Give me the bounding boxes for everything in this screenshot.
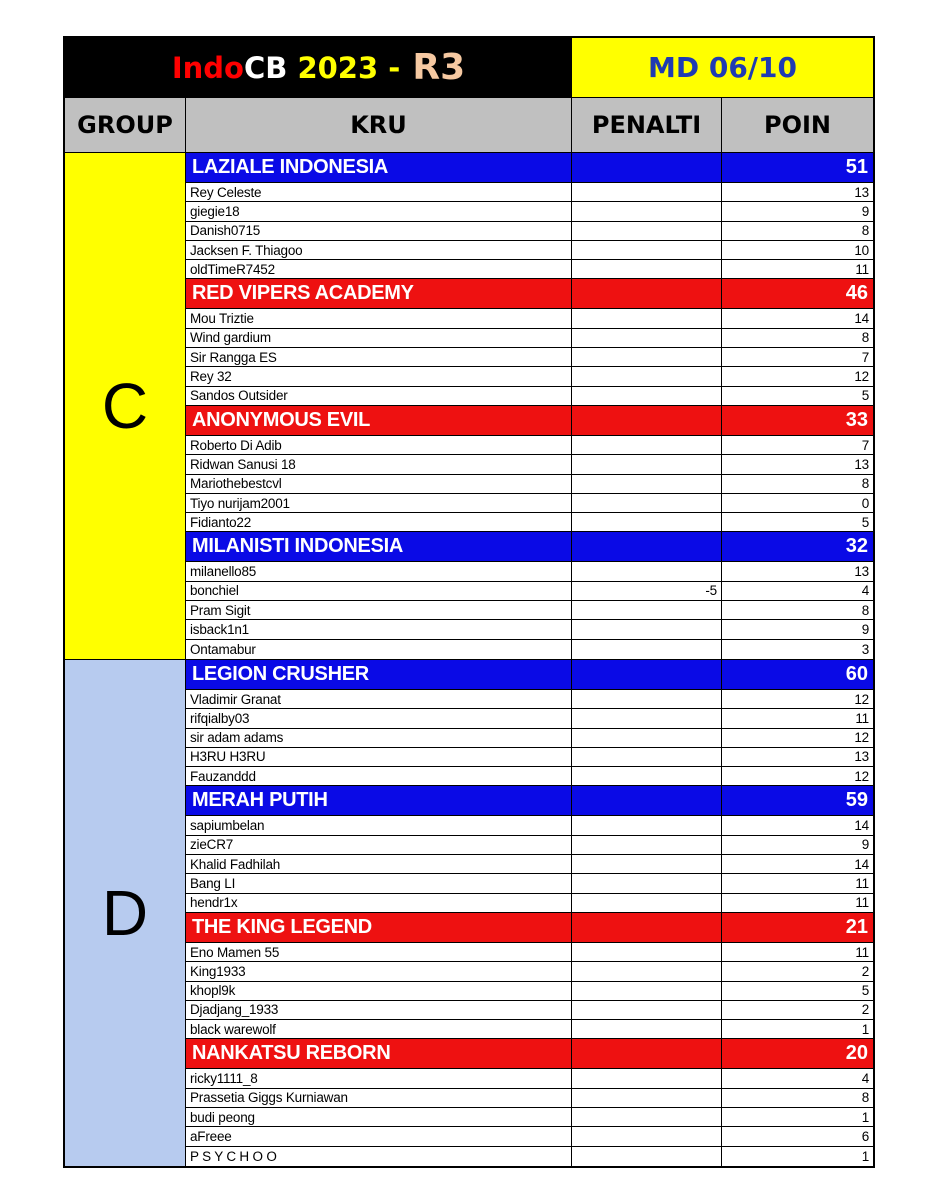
- team-penalti: [572, 153, 722, 182]
- player-row: [186, 1147, 873, 1166]
- player-row: [186, 836, 873, 855]
- player-name: Khalid Fadhilah: [186, 855, 572, 873]
- player-row: [186, 513, 873, 532]
- group-content: [186, 660, 873, 1166]
- player-poin: 2: [861, 1002, 869, 1018]
- player-poin: 3: [861, 641, 869, 657]
- team-header-row: [186, 660, 873, 690]
- player-row: [186, 943, 873, 962]
- player-poin: 6: [861, 1128, 869, 1144]
- player-name: Bang LI: [186, 874, 572, 892]
- player-name: zieCR7: [186, 836, 572, 854]
- player-row: [186, 475, 873, 494]
- player-poin: 13: [854, 456, 869, 472]
- player-poin: 5: [861, 983, 869, 999]
- player-name: Sir Rangga ES: [186, 348, 572, 366]
- player-poin: 11: [855, 895, 869, 911]
- team-penalti: [572, 913, 722, 942]
- title-part-cb: CB: [243, 50, 288, 85]
- team-header-row: [186, 532, 873, 562]
- player-name: isback1n1: [186, 620, 572, 638]
- player-poin: 8: [861, 602, 869, 618]
- player-row: [186, 494, 873, 513]
- player-penalti: [572, 767, 722, 785]
- player-poin: 2: [861, 963, 869, 979]
- player-row: [186, 620, 873, 639]
- player-row: [186, 601, 873, 620]
- player-penalti: [572, 1069, 722, 1087]
- column-header-penalti: PENALTI: [572, 98, 722, 152]
- player-name: Sandos Outsider: [186, 387, 572, 405]
- player-row: [186, 562, 873, 581]
- player-name: sapiumbelan: [186, 816, 572, 834]
- player-penalti: [572, 729, 722, 747]
- title-part-indo: Indo: [171, 50, 244, 85]
- player-row: [186, 982, 873, 1001]
- team-penalti: [572, 279, 722, 308]
- player-poin: 0: [861, 495, 869, 511]
- player-row: [186, 767, 873, 786]
- player-penalti: [572, 894, 722, 912]
- tournament-title: [65, 38, 572, 97]
- player-name: ricky1111_8: [186, 1069, 572, 1087]
- player-poin: 7: [861, 437, 869, 453]
- player-name: H3RU H3RU: [186, 748, 572, 766]
- player-name: bonchiel: [186, 582, 572, 600]
- player-name: Wind gardium: [186, 329, 572, 347]
- player-poin: 13: [854, 564, 869, 580]
- player-penalti: [572, 241, 722, 259]
- player-penalti: [572, 690, 722, 708]
- player-row: [186, 202, 873, 221]
- player-row: [186, 329, 873, 348]
- team-poin: 51: [845, 156, 868, 178]
- player-penalti: -5: [572, 582, 722, 600]
- player-penalti: [572, 455, 722, 473]
- player-row: [186, 1069, 873, 1088]
- title-part-year: 2023 -: [287, 50, 411, 85]
- player-name: Jacksen F. Thiagoo: [186, 241, 572, 259]
- player-name: Danish0715: [186, 222, 572, 240]
- player-row: [186, 690, 873, 709]
- player-penalti: [572, 836, 722, 854]
- player-row: [186, 348, 873, 367]
- standings-table: [63, 36, 875, 1168]
- player-penalti: [572, 309, 722, 327]
- team-penalti: [572, 406, 722, 435]
- title-row: [65, 38, 873, 97]
- player-name: Fauzanddd: [186, 767, 572, 785]
- team-poin: 21: [845, 915, 868, 938]
- player-penalti: [572, 1108, 722, 1126]
- player-row: [186, 748, 873, 767]
- player-row: [186, 729, 873, 748]
- player-name: Ridwan Sanusi 18: [186, 455, 572, 473]
- player-penalti: [572, 1020, 722, 1038]
- player-poin: 8: [861, 330, 869, 346]
- player-poin: 11: [855, 944, 869, 960]
- player-row: [186, 1108, 873, 1127]
- player-name: Roberto Di Adib: [186, 436, 572, 454]
- player-name: Rey Celeste: [186, 183, 572, 201]
- player-penalti: [572, 367, 722, 385]
- group-label: D: [65, 660, 186, 1166]
- team-name: LAZIALE INDONESIA: [186, 153, 572, 182]
- player-row: [186, 582, 873, 601]
- player-poin: 9: [861, 837, 869, 853]
- player-penalti: [572, 874, 722, 892]
- team-header-row: [186, 1039, 873, 1069]
- player-poin: 8: [861, 223, 869, 239]
- player-penalti: [572, 640, 722, 659]
- column-header-row: [65, 97, 873, 153]
- player-name: Mou Triztie: [186, 309, 572, 327]
- player-poin: 4: [861, 583, 869, 599]
- group-label: C: [65, 153, 186, 659]
- player-poin: 14: [854, 856, 869, 872]
- player-poin: 7: [861, 349, 869, 365]
- player-penalti: [572, 494, 722, 512]
- player-penalti: [572, 816, 722, 834]
- team-header-row: [186, 406, 873, 436]
- player-poin: 12: [854, 768, 869, 784]
- player-poin: 11: [855, 875, 869, 891]
- player-poin: 1: [861, 1021, 869, 1037]
- player-row: [186, 1127, 873, 1146]
- player-poin: 9: [861, 203, 869, 219]
- team-name: RED VIPERS ACADEMY: [186, 279, 572, 308]
- player-name: Ontamabur: [186, 640, 572, 659]
- column-header-kru: KRU: [186, 98, 572, 152]
- player-name: Tiyo nurijam2001: [186, 494, 572, 512]
- team-poin: 60: [845, 662, 868, 685]
- player-penalti: [572, 513, 722, 531]
- player-name: rifqialby03: [186, 709, 572, 727]
- player-row: [186, 222, 873, 241]
- team-name: MILANISTI INDONESIA: [186, 532, 572, 561]
- player-poin: 10: [854, 242, 869, 258]
- player-poin: 13: [854, 749, 869, 765]
- player-name: milanello85: [186, 562, 572, 580]
- team-penalti: [572, 660, 722, 689]
- player-penalti: [572, 620, 722, 638]
- player-name: Eno Mamen 55: [186, 943, 572, 961]
- team-header-row: [186, 913, 873, 943]
- player-name: giegie18: [186, 202, 572, 220]
- player-row: [186, 640, 873, 659]
- player-penalti: [572, 943, 722, 961]
- player-row: [186, 709, 873, 728]
- player-row: [186, 436, 873, 455]
- team-header-row: [186, 786, 873, 816]
- title-part-round: R3: [412, 47, 466, 88]
- player-name: Fidianto22: [186, 513, 572, 531]
- player-penalti: [572, 962, 722, 980]
- player-row: [186, 874, 873, 893]
- column-header-group: GROUP: [65, 98, 186, 152]
- player-poin: 11: [855, 710, 869, 726]
- team-name: MERAH PUTIH: [186, 786, 572, 815]
- player-name: oldTimeR7452: [186, 260, 572, 278]
- player-name: Prassetia Giggs Kurniawan: [186, 1089, 572, 1107]
- player-name: P S Y C H O O: [186, 1147, 572, 1166]
- player-name: Vladimir Granat: [186, 690, 572, 708]
- player-poin: 1: [861, 1109, 869, 1125]
- player-poin: 5: [861, 388, 869, 404]
- player-row: [186, 1020, 873, 1039]
- team-poin: 46: [845, 282, 868, 305]
- player-row: [186, 816, 873, 835]
- player-row: [186, 260, 873, 279]
- player-penalti: [572, 748, 722, 766]
- group-section-d: [65, 660, 873, 1166]
- player-poin: 12: [854, 730, 869, 746]
- player-poin: 9: [861, 621, 869, 637]
- team-name: NANKATSU REBORN: [186, 1039, 572, 1068]
- player-name: Mariothebestcvl: [186, 475, 572, 493]
- player-penalti: [572, 260, 722, 278]
- player-name: khopl9k: [186, 982, 572, 1000]
- player-penalti: [572, 222, 722, 240]
- player-poin: 14: [854, 818, 869, 834]
- group-content: [186, 153, 873, 659]
- player-penalti: [572, 387, 722, 405]
- team-header-row: [186, 279, 873, 309]
- team-name: ANONYMOUS EVIL: [186, 406, 572, 435]
- player-poin: 13: [854, 184, 869, 200]
- player-name: Djadjang_1933: [186, 1001, 572, 1019]
- team-penalti: [572, 1039, 722, 1068]
- player-penalti: [572, 1089, 722, 1107]
- player-name: sir adam adams: [186, 729, 572, 747]
- player-row: [186, 241, 873, 260]
- player-row: [186, 387, 873, 406]
- player-name: black warewolf: [186, 1020, 572, 1038]
- team-poin: 20: [845, 1042, 868, 1065]
- team-poin: 32: [845, 535, 868, 558]
- player-row: [186, 183, 873, 202]
- player-name: budi peong: [186, 1108, 572, 1126]
- player-name: Rey 32: [186, 367, 572, 385]
- player-name: King1933: [186, 962, 572, 980]
- team-penalti: [572, 786, 722, 815]
- player-row: [186, 894, 873, 913]
- player-row: [186, 855, 873, 874]
- matchday-label: MD 06/10: [572, 38, 873, 97]
- player-penalti: [572, 436, 722, 454]
- player-poin: 14: [854, 311, 869, 327]
- team-penalti: [572, 532, 722, 561]
- player-name: Pram Sigit: [186, 601, 572, 619]
- player-penalti: [572, 202, 722, 220]
- player-penalti: [572, 709, 722, 727]
- player-poin: 4: [861, 1071, 869, 1087]
- player-poin: 12: [854, 369, 869, 385]
- team-poin: 59: [845, 789, 868, 812]
- player-penalti: [572, 601, 722, 619]
- player-poin: 8: [861, 476, 869, 492]
- player-poin: 1: [861, 1148, 869, 1164]
- player-poin: 8: [861, 1090, 869, 1106]
- player-penalti: [572, 348, 722, 366]
- player-penalti: [572, 982, 722, 1000]
- player-penalti: [572, 562, 722, 580]
- player-row: [186, 367, 873, 386]
- player-row: [186, 1001, 873, 1020]
- player-name: aFreee: [186, 1127, 572, 1145]
- team-name: LEGION CRUSHER: [186, 660, 572, 689]
- player-penalti: [572, 1127, 722, 1145]
- player-penalti: [572, 1001, 722, 1019]
- team-poin: 33: [845, 408, 868, 431]
- player-penalti: [572, 855, 722, 873]
- groups: [65, 153, 873, 1166]
- player-penalti: [572, 183, 722, 201]
- group-section-c: [65, 153, 873, 660]
- player-penalti: [572, 329, 722, 347]
- player-row: [186, 962, 873, 981]
- column-header-poin: POIN: [722, 98, 873, 152]
- player-row: [186, 1089, 873, 1108]
- team-name: THE KING LEGEND: [186, 913, 572, 942]
- player-row: [186, 309, 873, 328]
- player-poin: 12: [854, 691, 869, 707]
- player-row: [186, 455, 873, 474]
- player-name: hendr1x: [186, 894, 572, 912]
- player-penalti: [572, 1147, 722, 1166]
- team-header-row: [186, 153, 873, 183]
- player-penalti: [572, 475, 722, 493]
- player-poin: 5: [861, 514, 869, 530]
- player-poin: 11: [855, 261, 869, 277]
